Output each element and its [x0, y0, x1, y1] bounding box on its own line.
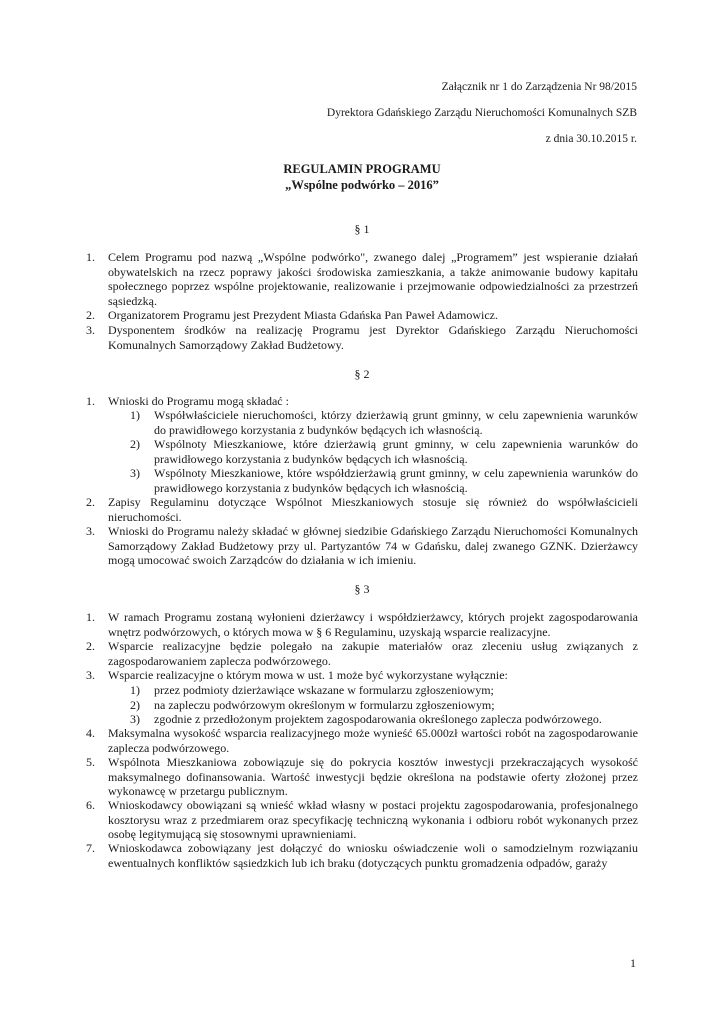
section-2-heading: § 2: [354, 367, 370, 381]
item-text: W ramach Programu zostaną wyłonieni dzierżawcy i współdzierżawcy, których projekt zagospodarowania wnętrz podwórzowych, o których mowa w § 6 Regulaminu, uzyskają wsparcie realizacyjne.: [108, 610, 638, 639]
item-text: Celem Programu pod nazwą „Wspólne podwórko", zwanego dalej „Programem” jest wspieranie działań obywatelskich na rzecz poprawy jakości środowiska zamieszkania, a także animowanie budowy kapitału społecznego poprzez wspólne projektowanie, realizowanie i przejmowanie odpowiedzialności za przestrzeń sąsiedzką.: [108, 250, 638, 308]
header-annex-line: Załącznik nr 1 do Zarządzenia Nr 98/2015: [441, 81, 637, 93]
item-text: Wnioskodawcy obowiązani są wnieść wkład własny w postaci projektu zagospodarowania, profesjonalnego kosztorysu wraz z przedmiarem oraz specyfikację techniczną wykonania i odbioru robót wykonanych przez osobę legitymującą się stosownymi uprawnieniami.: [108, 798, 638, 841]
s2-subitem-3: [130, 466, 638, 495]
item-text: Dysponentem środków na realizację Programu jest Dyrektor Gdańskiego Zarządu Nieruchomości Komunalnych Samorządowy Zakład Budżetowy.: [108, 323, 638, 352]
s3-item-6: [86, 798, 638, 842]
item-number: 3.: [86, 524, 95, 538]
subitem-number: 3): [130, 712, 140, 726]
item-number: 3.: [86, 323, 95, 337]
item-number: 1.: [86, 610, 95, 624]
item-text: Wsparcie realizacyjne będzie polegało na zakupie materiałów oraz zleceniu usług związanych z zagospodarowaniem zaplecza podwórzowego.: [108, 639, 638, 668]
subitem-text: zgodnie z przedłożonym projektem zagospodarowania określonego zaplecza podwórzowego.: [154, 712, 602, 726]
s1-item-3: [86, 323, 638, 352]
item-text: Wspólnota Mieszkaniowa zobowiązuje się do pokrycia kosztów inwestycji przekraczających wysokość maksymalnego dofinansowania. Wartość inwestycji będzie określona na podstawie oferty złożonej przez wykonawcę w przetargu publicznym.: [108, 755, 638, 798]
header-date-line: z dnia 30.10.2015 r.: [545, 133, 637, 145]
item-text: Organizatorem Programu jest Prezydent Miasta Gdańska Pan Paweł Adamowicz.: [108, 308, 499, 322]
item-number: 6.: [86, 798, 95, 812]
subitem-text: Współwłaściciele nieruchomości, którzy dzierżawią grunt gminny, w celu zapewnienia warunków do prawidłowego korzystania z budynków będących ich własnością.: [154, 408, 638, 437]
s2-subitem-1: [130, 408, 638, 437]
item-number: 2.: [86, 308, 95, 322]
s2-subitem-2: [130, 437, 638, 466]
s1-item-1: [86, 250, 638, 308]
item-text: Zapisy Regulaminu dotyczące Wspólnot Mieszkaniowych stosuje się również do współwłaścicieli nieruchomości.: [108, 495, 638, 524]
s3-item-7: [86, 841, 638, 870]
subitem-number: 2): [130, 437, 140, 451]
subitem-text: przez podmioty dzierżawiące wskazane w formularzu zgłoszeniowym;: [154, 683, 494, 697]
subitem-text: na zapleczu podwórzowym określonym w formularzu zgłoszeniowym;: [154, 698, 495, 712]
item-text: Wnioskodawca zobowiązany jest dołączyć do wniosku oświadczenie woli o samodzielnym rozwiązaniu ewentualnych konfliktów sąsiedzkich lub ich braku (dotyczących punktu gromadzenia odpadów, garaży: [108, 841, 638, 870]
item-number: 2.: [86, 639, 95, 653]
s3-item-5: [86, 755, 638, 799]
item-number: 5.: [86, 755, 95, 769]
item-number: 4.: [86, 726, 95, 740]
s2-item-1: [86, 394, 638, 409]
item-number: 1.: [86, 394, 95, 408]
s3-item-1: [86, 610, 638, 639]
item-text: Wnioski do Programu mogą składać :: [108, 394, 289, 408]
s3-subitem-2: [130, 698, 638, 713]
item-number: 2.: [86, 495, 95, 509]
header-director-line: Dyrektora Gdańskiego Zarządu Nieruchomości Komunalnych SZB: [326, 107, 637, 119]
item-text: Maksymalna wysokość wsparcia realizacyjnego może wynieść 65.000zł wartości robót na zagospodarowanie zaplecza podwórzowego.: [108, 726, 638, 755]
s3-subitem-1: [130, 683, 638, 698]
subitem-text: Wspólnoty Mieszkaniowe, które dzierżawią grunt gminny, w celu zapewnienia warunków do prawidłowego korzystania z budynków będących ich własnością.: [154, 437, 638, 466]
s3-item-4: [86, 726, 638, 755]
section-3-heading: § 3: [354, 582, 370, 596]
document-title: REGULAMIN PROGRAMU: [283, 162, 441, 176]
subitem-number: 1): [130, 408, 140, 422]
subitem-number: 3): [130, 466, 140, 480]
s2-item-2: [86, 495, 638, 524]
subitem-text: Wspólnoty Mieszkaniowe, które współdzierżawią grunt gminny, w celu zapewnienia warunków do prawidłowego korzystania z budynków będących ich własnością.: [154, 466, 638, 495]
item-text: Wnioski do Programu należy składać w głównej siedzibie Gdańskiego Zarządu Nieruchomości Komunalnych Samorządowy Zakład Budżetowy przy ul. Partyzantów 74 w Gdańsku, dalej zwanego GZNK. Dzierżawcy mogą umocować swoich Zarządców do działania w ich imieniu.: [108, 524, 638, 567]
s2-item-3: [86, 524, 638, 568]
item-number: 3.: [86, 668, 95, 682]
item-text: Wsparcie realizacyjne o którym mowa w ust. 1 może być wykorzystane wyłącznie:: [108, 668, 508, 682]
s3-item-2: [86, 639, 638, 668]
s3-subitem-3: [130, 712, 638, 727]
document-subtitle: „Wspólne podwórko – 2016”: [285, 178, 439, 192]
section-1-heading: § 1: [354, 222, 370, 236]
s3-item-3: [86, 668, 638, 683]
subitem-number: 2): [130, 698, 140, 712]
page-number: 1: [630, 956, 636, 970]
s1-item-2: [86, 308, 638, 323]
item-number: 1.: [86, 250, 95, 264]
subitem-number: 1): [130, 683, 140, 697]
item-number: 7.: [86, 841, 95, 855]
